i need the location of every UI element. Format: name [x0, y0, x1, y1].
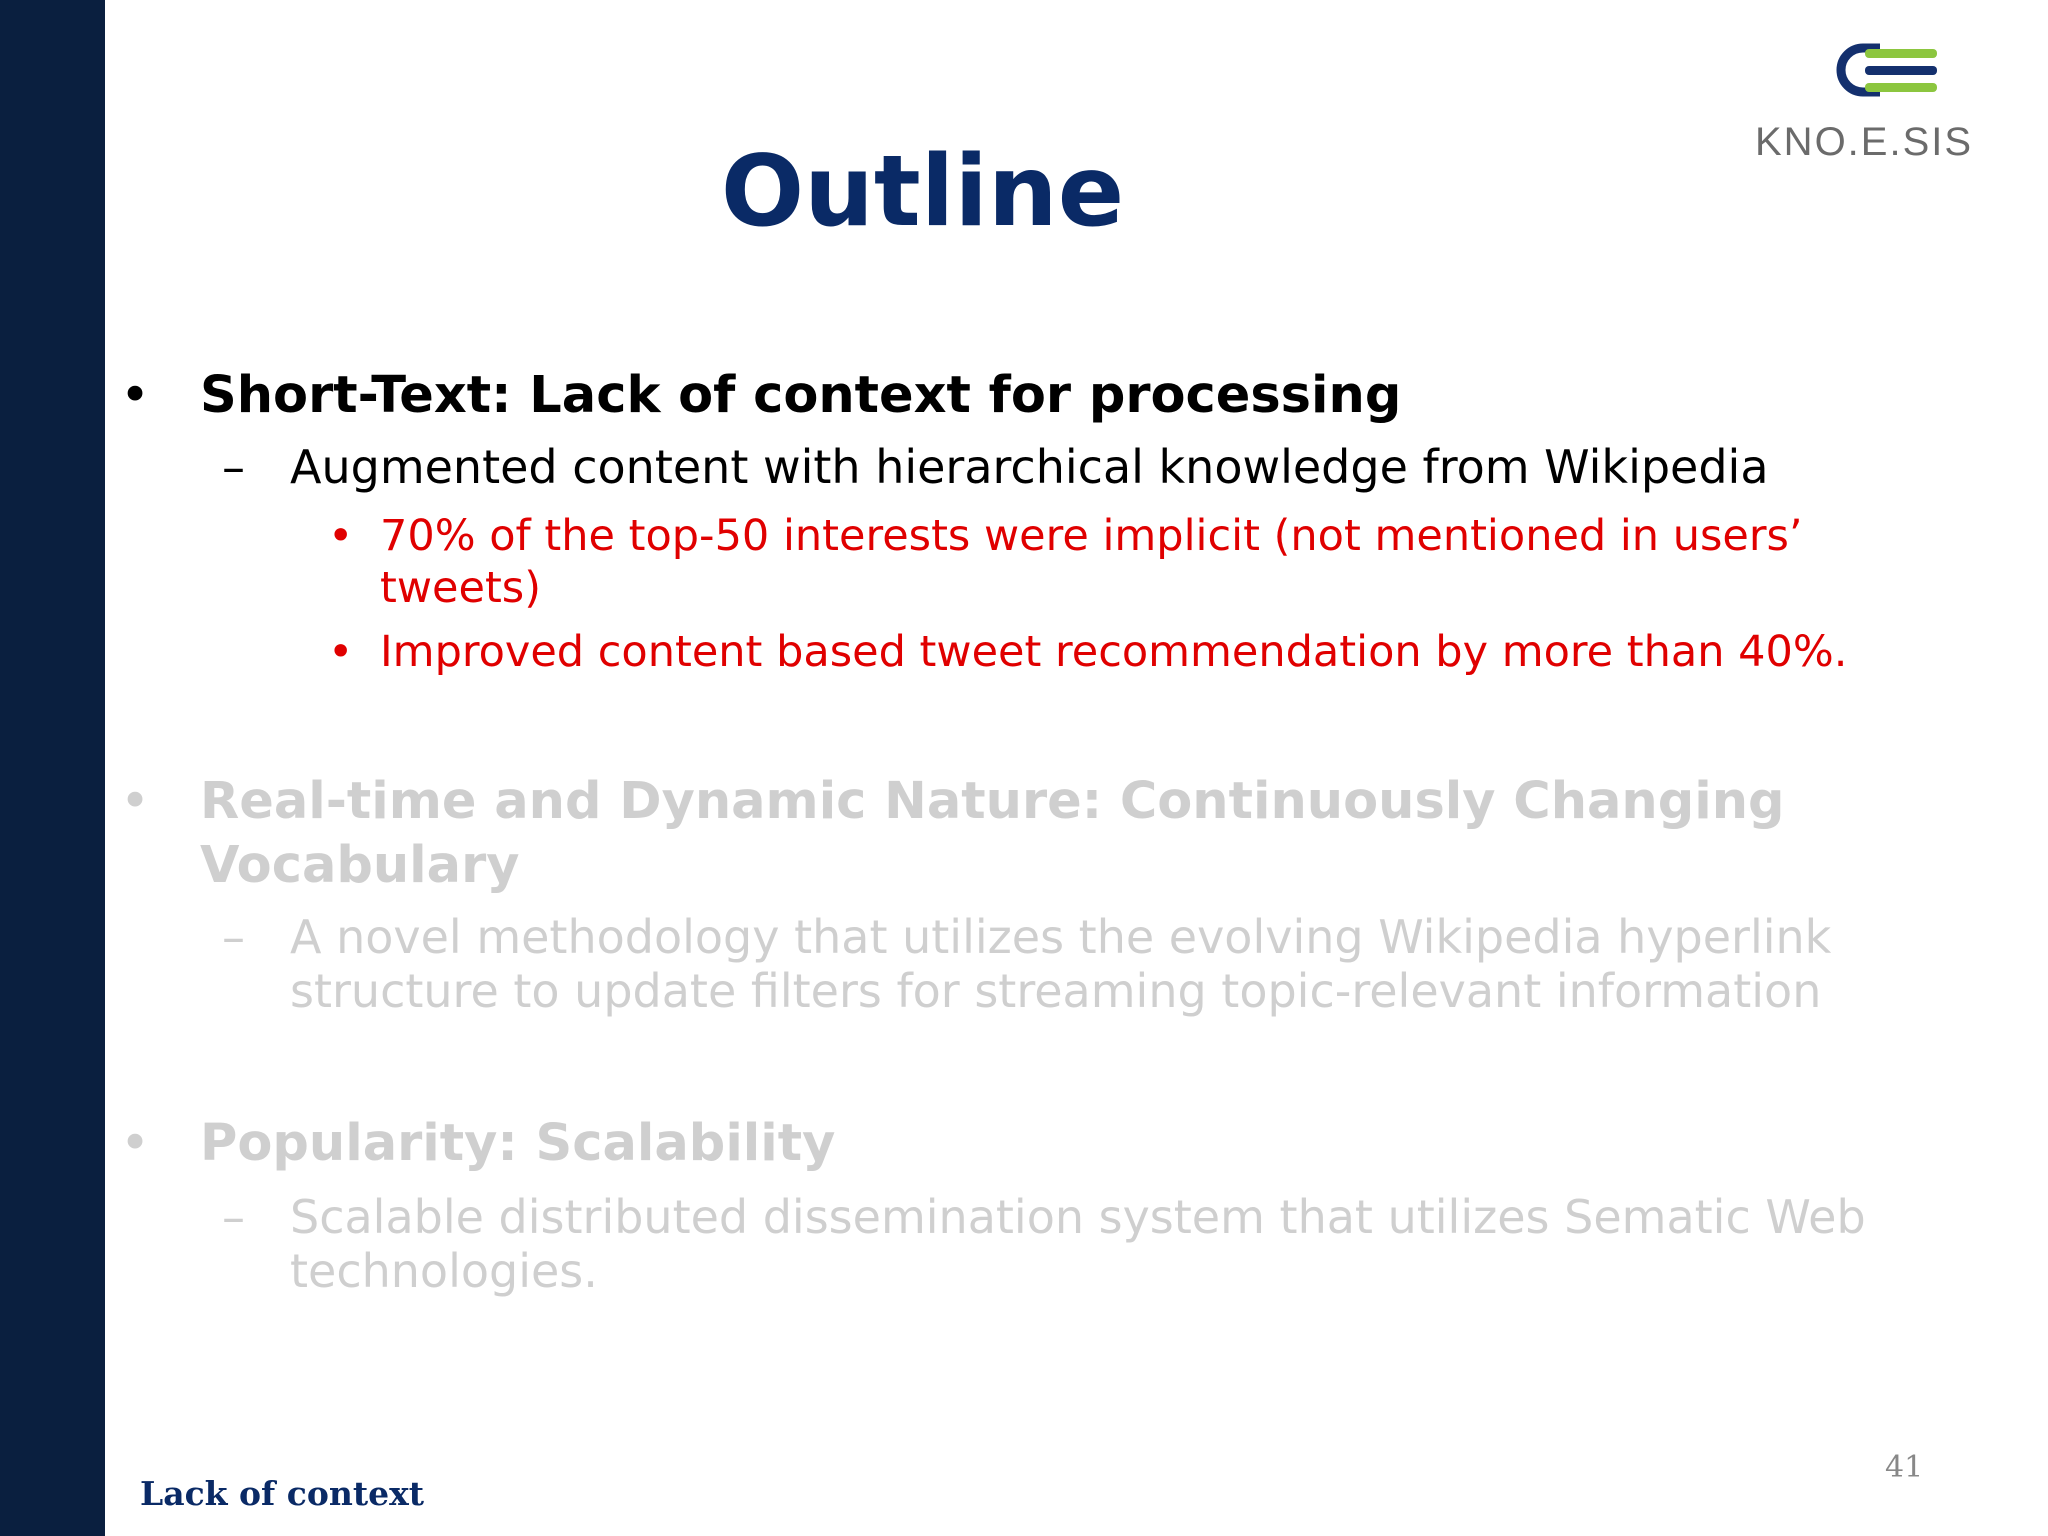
section-1-subpoint-text: Augmented content with hierarchical knowledge from Wikipedia	[290, 440, 1769, 494]
section-2-subpoint-line1: A novel methodology that utilizes the evolving Wikipedia hyperlink	[290, 910, 1832, 964]
bullet-icon: •	[120, 366, 151, 425]
page-number: 41	[1885, 1450, 1924, 1485]
bullet-icon: •	[120, 772, 151, 831]
section-1-result-2-text: Improved content based tweet recommendation by more than 40%.	[380, 627, 1848, 677]
slide-title: Outline	[720, 135, 1125, 249]
bullet-icon: •	[120, 1114, 151, 1173]
section-1-result-1-line2: tweets)	[380, 563, 541, 613]
dash-icon: –	[222, 440, 245, 494]
dash-icon: –	[222, 910, 245, 964]
footer-label: Lack of context	[140, 1474, 424, 1513]
section-2-subpoint-line2: structure to update filters for streaming topic-relevant information	[290, 964, 1822, 1018]
section-3-heading-text: Popularity: Scalability	[200, 1114, 836, 1173]
section-1-result-1-line1: 70% of the top-50 interests were implicit (not mentioned in users’	[380, 511, 1803, 561]
section-3-subpoint-line2: technologies.	[290, 1244, 598, 1298]
dash-icon: –	[222, 1190, 245, 1244]
section-2-heading-line2: Vocabulary	[200, 836, 520, 895]
section-1-heading-text: Short-Text: Lack of context for processing	[200, 366, 1402, 425]
section-3-subpoint-line1: Scalable distributed dissemination system that utilizes Sematic Web	[290, 1190, 1866, 1244]
section-2-heading-line1: Real-time and Dynamic Nature: Continuously Changing	[200, 772, 1785, 831]
knoesis-logo-text: KNO.E.SIS	[1755, 120, 1974, 164]
bullet-icon: •	[328, 627, 354, 677]
bullet-icon: •	[328, 511, 354, 561]
knoesis-logo-icon	[1835, 40, 1945, 100]
